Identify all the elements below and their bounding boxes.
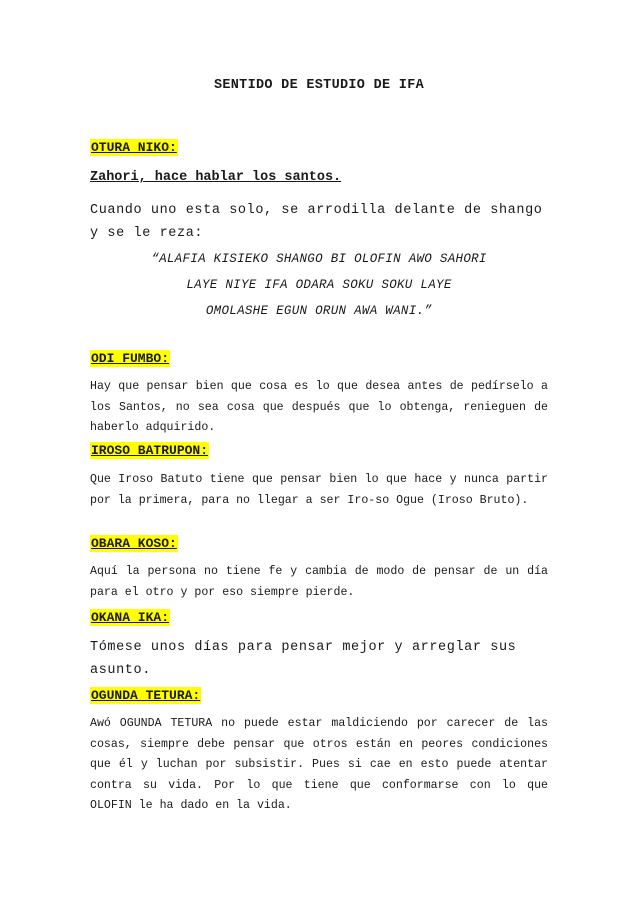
section-body-odi-fumbo: Hay que pensar bien que cosa es lo que desea antes de pedírselo a los Santos, no sea cosa que después que lo obtenga, renieguen de haberlo adquirido. [90, 380, 548, 434]
section-body-iroso-batrupon: Que Iroso Batuto tiene que pensar bien lo que hace y nunca partir por la primera, para no llegar a ser Iro-so Ogue (Iroso Bruto). [90, 473, 548, 507]
section-body-obara-koso: Aquí la persona no tiene fe y cambia de modo de pensar de un día para el otro y por eso siempre pierde. [90, 565, 548, 599]
section-body-otura-niko: Cuando uno esta solo, se arrodilla delante de shango y se le reza: [90, 203, 543, 241]
section-body-okana-ika: Tómese unos días para pensar mejor y arreglar sus asunto. [90, 640, 517, 678]
section-body-ogunda-tetura: Awó OGUNDA TETURA no puede estar maldiciendo por carecer de las cosas, siempre debe pensar que otros están en peores condiciones que él y luchan por subsistir. Pues si cae en esto puede atentar contra su vida. Por lo que tiene que conformarse con lo que OLOFIN le ha dado en la vida. [90, 717, 548, 812]
prayer-line-3: OMOLASHE EGUN ORUN AWA WANI.” [205, 304, 433, 318]
section-heading-ogunda-tetura: OGUNDA TETURA: [91, 688, 201, 703]
prayer-line-1: “ALAFIA KISIEKO SHANGO BI OLOFIN AWO SAHORI [151, 252, 487, 266]
section-heading-iroso-batrupon: IROSO BATRUPON: [91, 443, 209, 458]
document-title: SENTIDO DE ESTUDIO DE IFA [213, 78, 425, 93]
section-subheading-otura-niko: Zahori, hace hablar los santos. [90, 170, 342, 185]
section-heading-obara-koso: OBARA KOSO: [91, 536, 177, 551]
section-heading-odi-fumbo: ODI FUMBO: [91, 351, 170, 366]
prayer-line-2: LAYE NIYE IFA ODARA SOKU SOKU LAYE [186, 278, 452, 292]
section-heading-otura-niko: OTURA NIKO: [91, 140, 177, 155]
prayer-block [90, 246, 548, 324]
section-heading-okana-ika: OKANA IKA: [91, 610, 170, 625]
